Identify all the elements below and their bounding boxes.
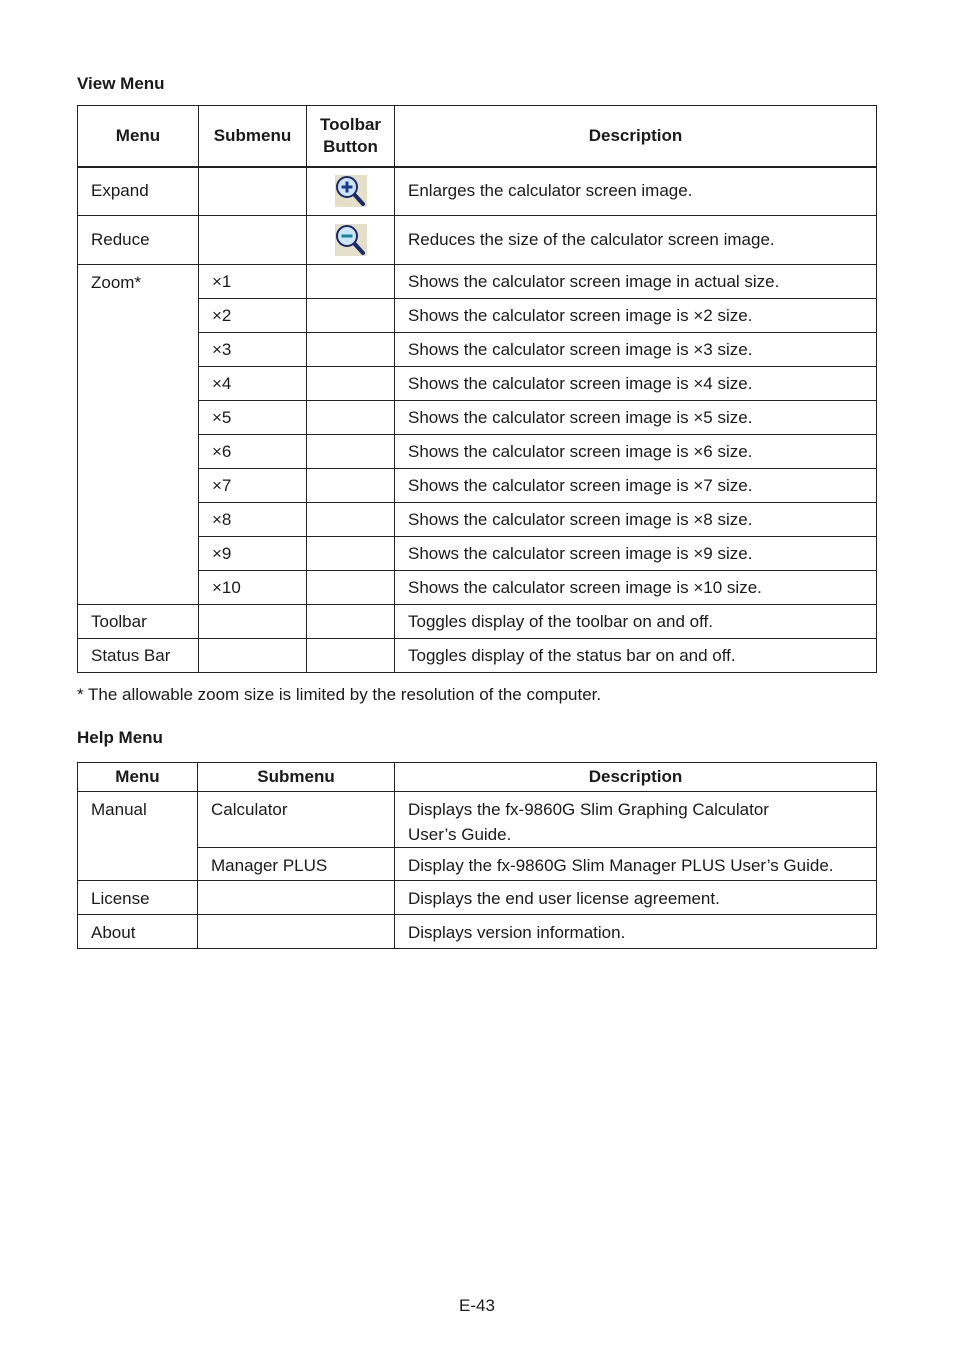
- zoom-in-icon[interactable]: [334, 174, 368, 208]
- description-cell: Shows the calculator screen image is ×4 size.: [395, 367, 877, 401]
- col-header-submenu: Submenu: [198, 763, 395, 792]
- toolbar-button-cell: [307, 435, 395, 469]
- table-row: [78, 167, 877, 216]
- table-row: [78, 639, 877, 673]
- toolbar-button-cell: [307, 367, 395, 401]
- col-header-description: Description: [395, 106, 877, 167]
- submenu-cell: [198, 881, 395, 915]
- table-row: [78, 915, 877, 949]
- menu-cell-expand: Expand: [78, 167, 199, 216]
- table-row: [78, 848, 877, 881]
- submenu-cell: ×6: [199, 435, 307, 469]
- table-header-row: [78, 106, 877, 167]
- description-cell: Toggles display of the toolbar on and off.: [395, 605, 877, 639]
- col-header-menu: Menu: [78, 763, 198, 792]
- menu-cell-reduce: Reduce: [78, 216, 199, 265]
- description-cell: Shows the calculator screen image is ×10 size.: [395, 571, 877, 605]
- toolbar-button-cell: [307, 265, 395, 299]
- submenu-cell: ×5: [199, 401, 307, 435]
- submenu-cell: ×2: [199, 299, 307, 333]
- description-cell: Shows the calculator screen image is ×9 size.: [395, 537, 877, 571]
- description-cell: Display the fx-9860G Slim Manager PLUS User’s Guide.: [395, 848, 877, 881]
- description-cell: Shows the calculator screen image is ×2 size.: [395, 299, 877, 333]
- menu-cell-about: About: [78, 915, 198, 949]
- toolbar-button-cell: [307, 299, 395, 333]
- description-cell: Reduces the size of the calculator screen image.: [395, 216, 877, 265]
- submenu-cell: ×10: [199, 571, 307, 605]
- submenu-cell: ×8: [199, 503, 307, 537]
- table-row: [78, 265, 877, 299]
- table-row: [78, 216, 877, 265]
- toolbar-button-cell: [307, 216, 395, 265]
- submenu-cell: [199, 639, 307, 673]
- zoom-footnote: * The allowable zoom size is limited by the resolution of the computer.: [77, 685, 602, 704]
- toolbar-button-cell: [307, 167, 395, 216]
- toolbar-button-cell: [307, 503, 395, 537]
- submenu-cell: ×3: [199, 333, 307, 367]
- menu-cell-toolbar: Toolbar: [78, 605, 199, 639]
- view-menu-heading: View Menu: [77, 74, 165, 93]
- description-cell: Shows the calculator screen image is ×3 size.: [395, 333, 877, 367]
- toolbar-button-cell: [307, 605, 395, 639]
- menu-cell-license: License: [78, 881, 198, 915]
- table-row: [78, 881, 877, 915]
- submenu-cell: ×7: [199, 469, 307, 503]
- submenu-cell: ×4: [199, 367, 307, 401]
- toolbar-button-cell: [307, 333, 395, 367]
- col-header-submenu: Submenu: [199, 106, 307, 167]
- zoom-out-icon[interactable]: [334, 223, 368, 257]
- toolbar-button-cell: [307, 469, 395, 503]
- toolbar-button-cell: [307, 537, 395, 571]
- submenu-cell: [198, 915, 395, 949]
- description-cell: Displays the end user license agreement.: [395, 881, 877, 915]
- submenu-cell: [199, 605, 307, 639]
- col-header-menu: Menu: [78, 106, 199, 167]
- description-cell: Enlarges the calculator screen image.: [395, 167, 877, 216]
- menu-cell-status-bar: Status Bar: [78, 639, 199, 673]
- submenu-cell: Manager PLUS: [198, 848, 395, 881]
- description-cell: Displays version information.: [395, 915, 877, 949]
- table-row: [78, 792, 877, 848]
- help-menu-table: [77, 762, 877, 949]
- submenu-cell: Calculator: [198, 792, 395, 848]
- page-number: E-43: [459, 1296, 495, 1315]
- submenu-cell: ×9: [199, 537, 307, 571]
- submenu-cell: ×1: [199, 265, 307, 299]
- menu-cell-manual: Manual: [78, 792, 198, 881]
- toolbar-button-cell: [307, 639, 395, 673]
- menu-cell-zoom: Zoom*: [78, 265, 199, 605]
- submenu-cell: [199, 216, 307, 265]
- description-cell: Shows the calculator screen image is ×6 size.: [395, 435, 877, 469]
- col-header-toolbar-button: Toolbar Button: [307, 106, 395, 167]
- description-cell: Shows the calculator screen image is ×8 size.: [395, 503, 877, 537]
- col-header-description: Description: [395, 763, 877, 792]
- view-menu-table: [77, 105, 877, 673]
- submenu-cell: [199, 167, 307, 216]
- toolbar-button-cell: [307, 571, 395, 605]
- table-row: [78, 605, 877, 639]
- description-cell: Shows the calculator screen image is ×5 size.: [395, 401, 877, 435]
- description-cell: Toggles display of the status bar on and off.: [395, 639, 877, 673]
- description-cell: Shows the calculator screen image in actual size.: [395, 265, 877, 299]
- table-header-row: [78, 763, 877, 792]
- help-menu-heading: Help Menu: [77, 728, 163, 747]
- description-cell: Shows the calculator screen image is ×7 size.: [395, 469, 877, 503]
- toolbar-button-cell: [307, 401, 395, 435]
- description-cell: Displays the fx-9860G Slim Graphing Calculator User’s Guide.: [395, 792, 877, 848]
